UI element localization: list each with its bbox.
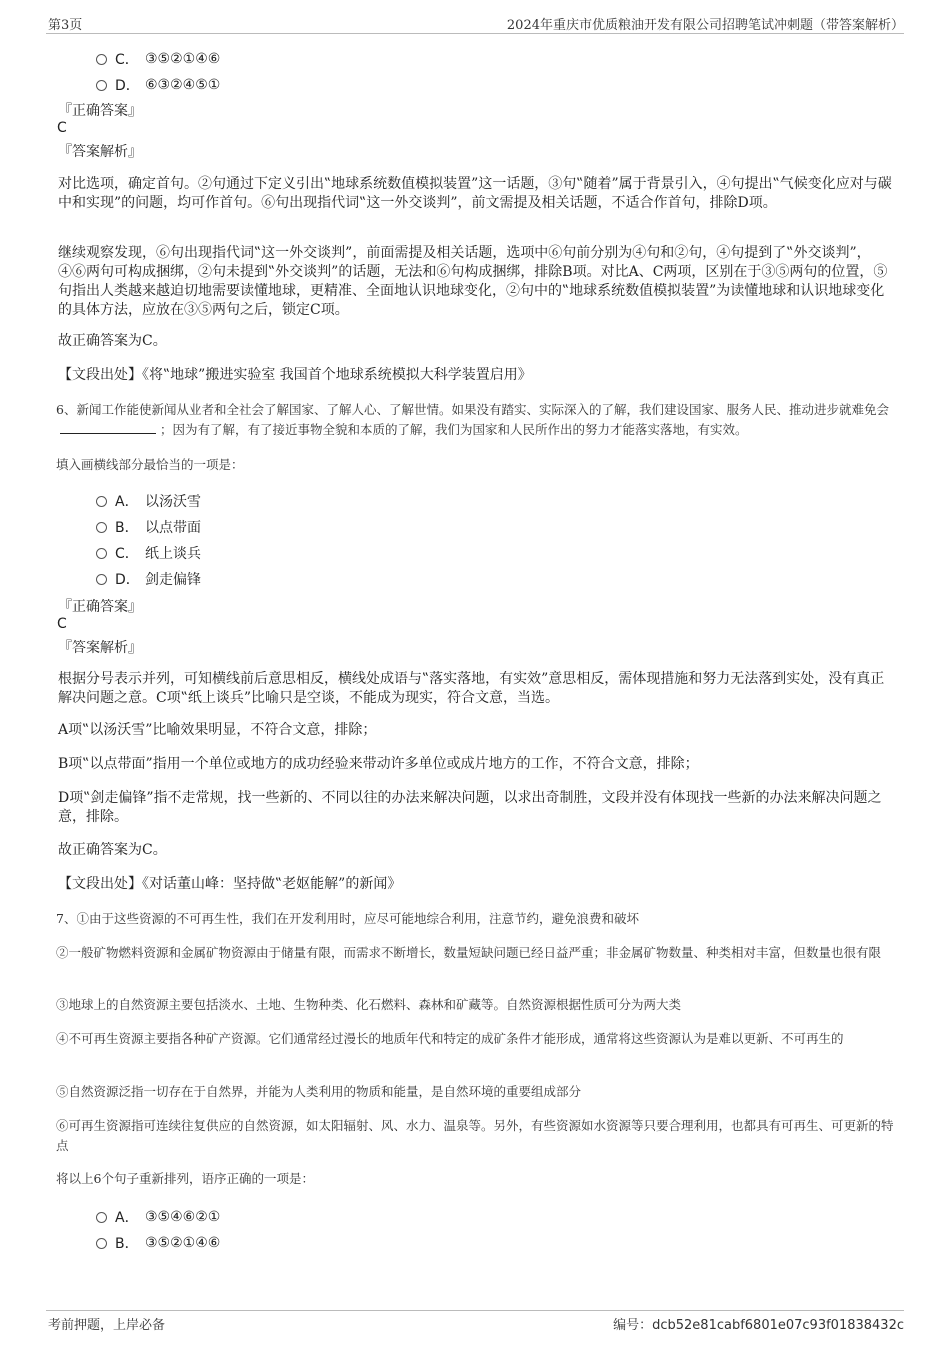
q6-prompt: 填入画横线部分最恰当的一项是： — [56, 457, 244, 472]
document-title: 2024年重庆市优质粮油开发有限公司招聘笔试冲刺题（带答案解析） — [506, 18, 904, 33]
q6-analysis-d: D项‟剑走偏锋”指不走常规，找一些新的、不同以往的办法来解决问题，以求出奇制胜，文段并没有体现找一些新的办法来解决问题之意，排除。 — [58, 790, 882, 825]
q6-option-c[interactable]: C． 纸上谈兵 — [96, 543, 201, 563]
radio-icon[interactable] — [96, 522, 107, 533]
q6-analysis-label: 『答案解析』 — [58, 640, 142, 656]
q5-analysis-conclusion: 故正确答案为C。 — [58, 333, 167, 349]
radio-icon[interactable] — [96, 548, 107, 559]
radio-icon[interactable] — [96, 496, 107, 507]
q5-answer: C — [57, 120, 67, 136]
q5-option-c[interactable]: C． ③⑤②①④⑥ — [96, 49, 220, 69]
q6-option-d[interactable]: D． 剑走偏锋 — [96, 569, 201, 589]
q6-answer-label: 『正确答案』 — [58, 599, 142, 615]
q5-option-d[interactable]: D． ⑥③②④⑤① — [96, 75, 220, 95]
answer-blank — [60, 421, 156, 434]
q6-stem: 6、新闻工作能使新闻从业者和全社会了解国家、了解人心、了解世情。如果没有踏实、实际深入的了解，我们建设国家、服务人民、推动进步就难免会；因为有了解，有了接近事物全貌和本质的了解，我们为国家和人民所作出的努力才能落实落地，有实效。 — [56, 402, 889, 437]
q6-analysis-para-1: 根据分号表示并列，可知横线前后意思相反，横线处成语与‟落实落地，有实效”意思相反，需体现措施和努力无法落到实处，没有真正解决问题之意。C项‟纸上谈兵”比喻只是空谈，不能成为现实，符合文意，当选。 — [58, 671, 885, 706]
q6-source: 【文段出处】《对话董山峰：坚持做‟老妪能解”的新闻》 — [58, 876, 402, 892]
page-number: 第3页 — [48, 18, 83, 33]
q7-sentence-6: ⑥可再生资源指可连续往复供应的自然资源，如太阳辐射、风、水力、温泉等。另外，有些资源如水资源等只要合理利用，也都具有可再生、可更新的特点 — [56, 1118, 894, 1153]
q5-answer-label: 『正确答案』 — [58, 103, 142, 119]
q6-analysis-a: A项‟以汤沃雪”比喻效果明显，不符合文意，排除； — [58, 722, 377, 738]
q5-analysis-para-1: 对比选项，确定首句。②句通过下定义引出‟地球系统数值模拟装置”这一话题，③句‟随着”属于背景引入，④句提出‟气候变化应对与碳中和实现”的问题，均可作首句。⑥句出现指代词‟这一外交谈判”，前文需提及相关话题，不适合作首句，排除D项。 — [58, 176, 892, 211]
footer-slogan: 考前押题，上岸必备 — [48, 1318, 166, 1333]
q7-sentence-5: ⑤自然资源泛指一切存在于自然界，并能为人类利用的物质和能量，是自然环境的重要组成部分 — [56, 1084, 582, 1099]
radio-icon[interactable] — [96, 80, 107, 91]
q7-prompt: 将以上6个句子重新排列，语序正确的一项是： — [56, 1171, 314, 1186]
document-code: 编号：dcb52e81cabf6801e07c93f01838432c — [613, 1318, 904, 1333]
q5-analysis-label: 『答案解析』 — [58, 144, 142, 160]
q7-option-a[interactable]: A． ③⑤④⑥②① — [96, 1207, 220, 1227]
radio-icon[interactable] — [96, 1238, 107, 1249]
header-divider — [46, 33, 904, 34]
q7-sentence-2: ②一般矿物燃料资源和金属矿物资源由于储量有限，而需求不断增长，数量短缺问题已经日益严重；非金属矿物数量、种类相对丰富，但数量也很有限 — [56, 945, 882, 960]
q6-answer: C — [57, 616, 67, 632]
footer-divider — [46, 1310, 904, 1311]
radio-icon[interactable] — [96, 54, 107, 65]
radio-icon[interactable] — [96, 574, 107, 585]
radio-icon[interactable] — [96, 1212, 107, 1223]
q7-sentence-4: ④不可再生资源主要指各种矿产资源。它们通常经过漫长的地质年代和特定的成矿条件才能形成，通常将这些资源认为是难以更新、不可再生的 — [56, 1031, 844, 1046]
q6-analysis-b: B项‟以点带面”指用一个单位或地方的成功经验来带动许多单位或成片地方的工作，不符合文意，排除； — [58, 756, 699, 772]
q7-option-b[interactable]: B． ③⑤②①④⑥ — [96, 1233, 220, 1253]
q5-source: 【文段出处】《将‟地球”搬进实验室 我国首个地球系统模拟大科学装置启用》 — [58, 367, 532, 383]
q7-sentence-1: 7、①由于这些资源的不可再生性，我们在开发利用时，应尽可能地综合利用，注意节约，避免浪费和破坏 — [56, 911, 639, 926]
q6-analysis-conclusion: 故正确答案为C。 — [58, 842, 167, 858]
q6-option-a[interactable]: A． 以汤沃雪 — [96, 491, 201, 511]
q5-analysis-para-2: 继续观察发现，⑥句出现指代词‟这一外交谈判”，前面需提及相关话题，选项中⑥句前分别为④句和②句，④句提到了‟外交谈判”，④⑥两句可构成捆绑，②句未提到‟外交谈判”的话题，无法和⑥句构成捆绑，排除B项。对比A、C两项，区别在于③⑤两句的位置，⑤句指出人类越来越迫切地需要读懂地球，更精准、全面地认识地球变化，②句中的‟地球系统数值模拟装置”为读懂地球和认识地球变化的具体方法，应放在③⑤两句之后，锁定C项。 — [58, 245, 888, 318]
q7-sentence-3: ③地球上的自然资源主要包括淡水、土地、生物种类、化石燃料、森林和矿藏等。自然资源根据性质可分为两大类 — [56, 997, 682, 1012]
q6-option-b[interactable]: B． 以点带面 — [96, 517, 201, 537]
